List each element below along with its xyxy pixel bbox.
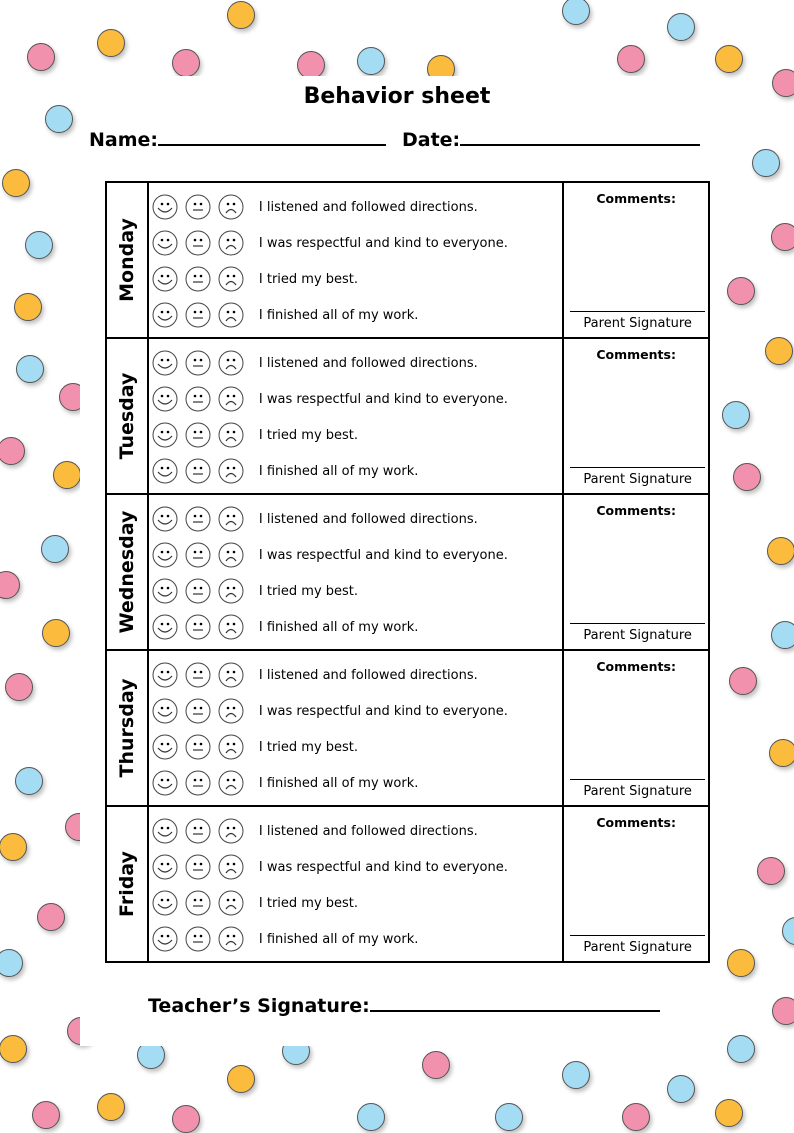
neutral-face-icon[interactable] <box>185 770 211 796</box>
polka-dot <box>357 1103 385 1131</box>
polka-dot <box>667 13 695 41</box>
happy-face-icon[interactable] <box>152 662 178 688</box>
behavior-item <box>149 189 562 225</box>
happy-face-icon[interactable] <box>152 734 178 760</box>
day-cell <box>106 494 148 650</box>
polka-dot <box>562 1061 590 1089</box>
happy-face-icon[interactable] <box>152 818 178 844</box>
behavior-statement: I was respectful and kind to everyone. <box>258 859 508 875</box>
neutral-face-icon[interactable] <box>185 230 211 256</box>
polka-dot <box>297 51 325 79</box>
sad-face-icon[interactable] <box>218 926 244 952</box>
polka-dot <box>727 949 755 977</box>
day-row <box>106 650 709 806</box>
polka-dot <box>771 621 794 649</box>
sad-face-icon[interactable] <box>218 734 244 760</box>
behavior-statement: I was respectful and kind to everyone. <box>258 547 508 563</box>
name-label: Name: <box>89 129 159 151</box>
neutral-face-icon[interactable] <box>185 350 211 376</box>
neutral-face-icon[interactable] <box>185 386 211 412</box>
happy-face-icon[interactable] <box>152 458 178 484</box>
happy-face-icon[interactable] <box>152 230 178 256</box>
comments-label: Comments: <box>596 347 676 362</box>
happy-face-icon[interactable] <box>152 542 178 568</box>
sad-face-icon[interactable] <box>218 230 244 256</box>
neutral-face-icon[interactable] <box>185 422 211 448</box>
neutral-face-icon[interactable] <box>185 506 211 532</box>
polka-dot <box>769 739 794 767</box>
behavior-statement: I tried my best. <box>258 583 359 599</box>
polka-dot <box>729 667 757 695</box>
behavior-item <box>149 417 562 453</box>
comments-cell[interactable] <box>563 650 709 806</box>
happy-face-icon[interactable] <box>152 386 178 412</box>
behavior-item <box>149 225 562 261</box>
behavior-item <box>149 573 562 609</box>
behavior-item <box>149 921 562 957</box>
polka-dot <box>42 619 70 647</box>
neutral-face-icon[interactable] <box>185 662 211 688</box>
behavior-statement: I was respectful and kind to everyone. <box>258 703 508 719</box>
day-cell <box>106 650 148 806</box>
behavior-items <box>148 182 563 338</box>
happy-face-icon[interactable] <box>152 890 178 916</box>
happy-face-icon[interactable] <box>152 614 178 640</box>
sad-face-icon[interactable] <box>218 662 244 688</box>
happy-face-icon[interactable] <box>152 698 178 724</box>
polka-dot <box>767 537 794 565</box>
behavior-item <box>149 501 562 537</box>
behavior-statement: I was respectful and kind to everyone. <box>258 391 508 407</box>
polka-dot <box>715 45 743 73</box>
day-label: Thursday <box>115 678 138 778</box>
polka-dot <box>32 1101 60 1129</box>
neutral-face-icon[interactable] <box>185 818 211 844</box>
behavior-item <box>149 381 562 417</box>
behavior-items <box>148 806 563 962</box>
sad-face-icon[interactable] <box>218 386 244 412</box>
polka-dot <box>172 1105 200 1133</box>
sad-face-icon[interactable] <box>218 890 244 916</box>
polka-dot <box>0 833 27 861</box>
happy-face-icon[interactable] <box>152 770 178 796</box>
polka-dot <box>5 673 33 701</box>
neutral-face-icon[interactable] <box>185 854 211 880</box>
parent-signature-label: Parent Signature <box>570 623 705 643</box>
sad-face-icon[interactable] <box>218 266 244 292</box>
happy-face-icon[interactable] <box>152 422 178 448</box>
polka-dot <box>41 535 69 563</box>
polka-dot <box>757 857 785 885</box>
polka-dot <box>733 463 761 491</box>
comments-label: Comments: <box>596 659 676 674</box>
happy-face-icon[interactable] <box>152 302 178 328</box>
behavior-item <box>149 453 562 489</box>
name-blank[interactable] <box>158 124 386 146</box>
polka-dot <box>622 1103 650 1131</box>
parent-signature-label: Parent Signature <box>570 467 705 487</box>
polka-dot <box>722 401 750 429</box>
polka-dot <box>16 355 44 383</box>
polka-dot <box>2 169 30 197</box>
polka-dot <box>37 903 65 931</box>
date-blank[interactable] <box>460 124 700 146</box>
behavior-statement: I tried my best. <box>258 271 359 287</box>
neutral-face-icon[interactable] <box>185 542 211 568</box>
polka-dot <box>0 1035 27 1063</box>
behavior-item <box>149 261 562 297</box>
behavior-statement: I tried my best. <box>258 427 359 443</box>
behavior-statement: I finished all of my work. <box>258 619 419 635</box>
day-cell <box>106 806 148 962</box>
polka-dot <box>172 49 200 77</box>
sad-face-icon[interactable] <box>218 194 244 220</box>
sad-face-icon[interactable] <box>218 458 244 484</box>
day-row <box>106 182 709 338</box>
polka-dot <box>0 949 23 977</box>
sad-face-icon[interactable] <box>218 578 244 604</box>
behavior-item <box>149 297 562 333</box>
comments-cell[interactable] <box>563 182 709 338</box>
behavior-item <box>149 729 562 765</box>
neutral-face-icon[interactable] <box>185 266 211 292</box>
polka-dot <box>227 1065 255 1093</box>
teacher-signature-field[interactable] <box>148 990 660 1017</box>
behavior-statement: I finished all of my work. <box>258 307 419 323</box>
polka-dot <box>752 149 780 177</box>
behavior-statement: I finished all of my work. <box>258 463 419 479</box>
polka-dot <box>667 1075 695 1103</box>
happy-face-icon[interactable] <box>152 506 178 532</box>
behavior-statement: I listened and followed directions. <box>258 823 478 839</box>
date-label: Date: <box>402 129 461 151</box>
name-field[interactable] <box>89 124 386 151</box>
day-cell <box>106 338 148 494</box>
comments-cell[interactable] <box>563 494 709 650</box>
behavior-statement: I finished all of my work. <box>258 775 419 791</box>
day-cell <box>106 182 148 338</box>
neutral-face-icon[interactable] <box>185 890 211 916</box>
behavior-items <box>148 338 563 494</box>
polka-dot <box>27 43 55 71</box>
day-label: Tuesday <box>115 372 138 460</box>
day-row <box>106 806 709 962</box>
neutral-face-icon[interactable] <box>185 578 211 604</box>
sad-face-icon[interactable] <box>218 422 244 448</box>
parent-signature-label: Parent Signature <box>570 935 705 955</box>
behavior-statement: I listened and followed directions. <box>258 199 478 215</box>
teacher-signature-label: Teacher’s Signature: <box>148 995 370 1017</box>
polka-dot <box>14 293 42 321</box>
sad-face-icon[interactable] <box>218 854 244 880</box>
behavior-table <box>105 181 710 963</box>
page-title: Behavior sheet <box>303 84 491 109</box>
polka-dot <box>782 917 794 945</box>
behavior-item <box>149 657 562 693</box>
behavior-statement: I tried my best. <box>258 739 359 755</box>
day-label: Wednesday <box>115 510 138 634</box>
behavior-item <box>149 885 562 921</box>
sad-face-icon[interactable] <box>218 302 244 328</box>
polka-dot <box>53 461 81 489</box>
behavior-statement: I listened and followed directions. <box>258 511 478 527</box>
polka-dot <box>771 223 794 251</box>
parent-signature-label: Parent Signature <box>570 311 705 331</box>
happy-face-icon[interactable] <box>152 854 178 880</box>
neutral-face-icon[interactable] <box>185 734 211 760</box>
polka-dot <box>97 1093 125 1121</box>
sad-face-icon[interactable] <box>218 698 244 724</box>
polka-dot <box>765 337 793 365</box>
day-row <box>106 494 709 650</box>
polka-dot <box>0 437 25 465</box>
behavior-statement: I finished all of my work. <box>258 931 419 947</box>
behavior-item <box>149 345 562 381</box>
polka-dot <box>357 47 385 75</box>
comments-label: Comments: <box>596 191 676 206</box>
polka-dot <box>45 105 73 133</box>
sad-face-icon[interactable] <box>218 818 244 844</box>
behavior-item <box>149 537 562 573</box>
comments-cell[interactable] <box>563 338 709 494</box>
polka-dot <box>15 767 43 795</box>
polka-dot <box>227 1 255 29</box>
behavior-statement: I listened and followed directions. <box>258 355 478 371</box>
day-label: Monday <box>115 218 138 302</box>
sad-face-icon[interactable] <box>218 350 244 376</box>
neutral-face-icon[interactable] <box>185 302 211 328</box>
behavior-item <box>149 849 562 885</box>
sad-face-icon[interactable] <box>218 506 244 532</box>
behavior-item <box>149 609 562 645</box>
behavior-statement: I listened and followed directions. <box>258 667 478 683</box>
polka-dot <box>97 29 125 57</box>
behavior-statement: I tried my best. <box>258 895 359 911</box>
sad-face-icon[interactable] <box>218 614 244 640</box>
behavior-items <box>148 494 563 650</box>
behavior-item <box>149 813 562 849</box>
happy-face-icon[interactable] <box>152 926 178 952</box>
polka-dot <box>422 1051 450 1079</box>
polka-dot <box>617 45 645 73</box>
teacher-signature-blank[interactable] <box>370 990 660 1012</box>
neutral-face-icon[interactable] <box>185 926 211 952</box>
polka-dot <box>772 997 794 1025</box>
polka-dot <box>562 0 590 25</box>
happy-face-icon[interactable] <box>152 578 178 604</box>
sad-face-icon[interactable] <box>218 542 244 568</box>
happy-face-icon[interactable] <box>152 266 178 292</box>
date-field[interactable] <box>402 124 700 151</box>
behavior-item <box>149 693 562 729</box>
neutral-face-icon[interactable] <box>185 194 211 220</box>
neutral-face-icon[interactable] <box>185 614 211 640</box>
parent-signature-label: Parent Signature <box>570 779 705 799</box>
behavior-statement: I was respectful and kind to everyone. <box>258 235 508 251</box>
happy-face-icon[interactable] <box>152 194 178 220</box>
sad-face-icon[interactable] <box>218 770 244 796</box>
polka-dot <box>727 1035 755 1063</box>
polka-dot <box>495 1103 523 1131</box>
polka-dot <box>25 231 53 259</box>
behavior-items <box>148 650 563 806</box>
comments-cell[interactable] <box>563 806 709 962</box>
neutral-face-icon[interactable] <box>185 458 211 484</box>
comments-label: Comments: <box>596 815 676 830</box>
comments-label: Comments: <box>596 503 676 518</box>
polka-dot <box>0 571 20 599</box>
happy-face-icon[interactable] <box>152 350 178 376</box>
day-row <box>106 338 709 494</box>
behavior-item <box>149 765 562 801</box>
neutral-face-icon[interactable] <box>185 698 211 724</box>
polka-dot <box>727 277 755 305</box>
day-label: Friday <box>115 851 138 917</box>
